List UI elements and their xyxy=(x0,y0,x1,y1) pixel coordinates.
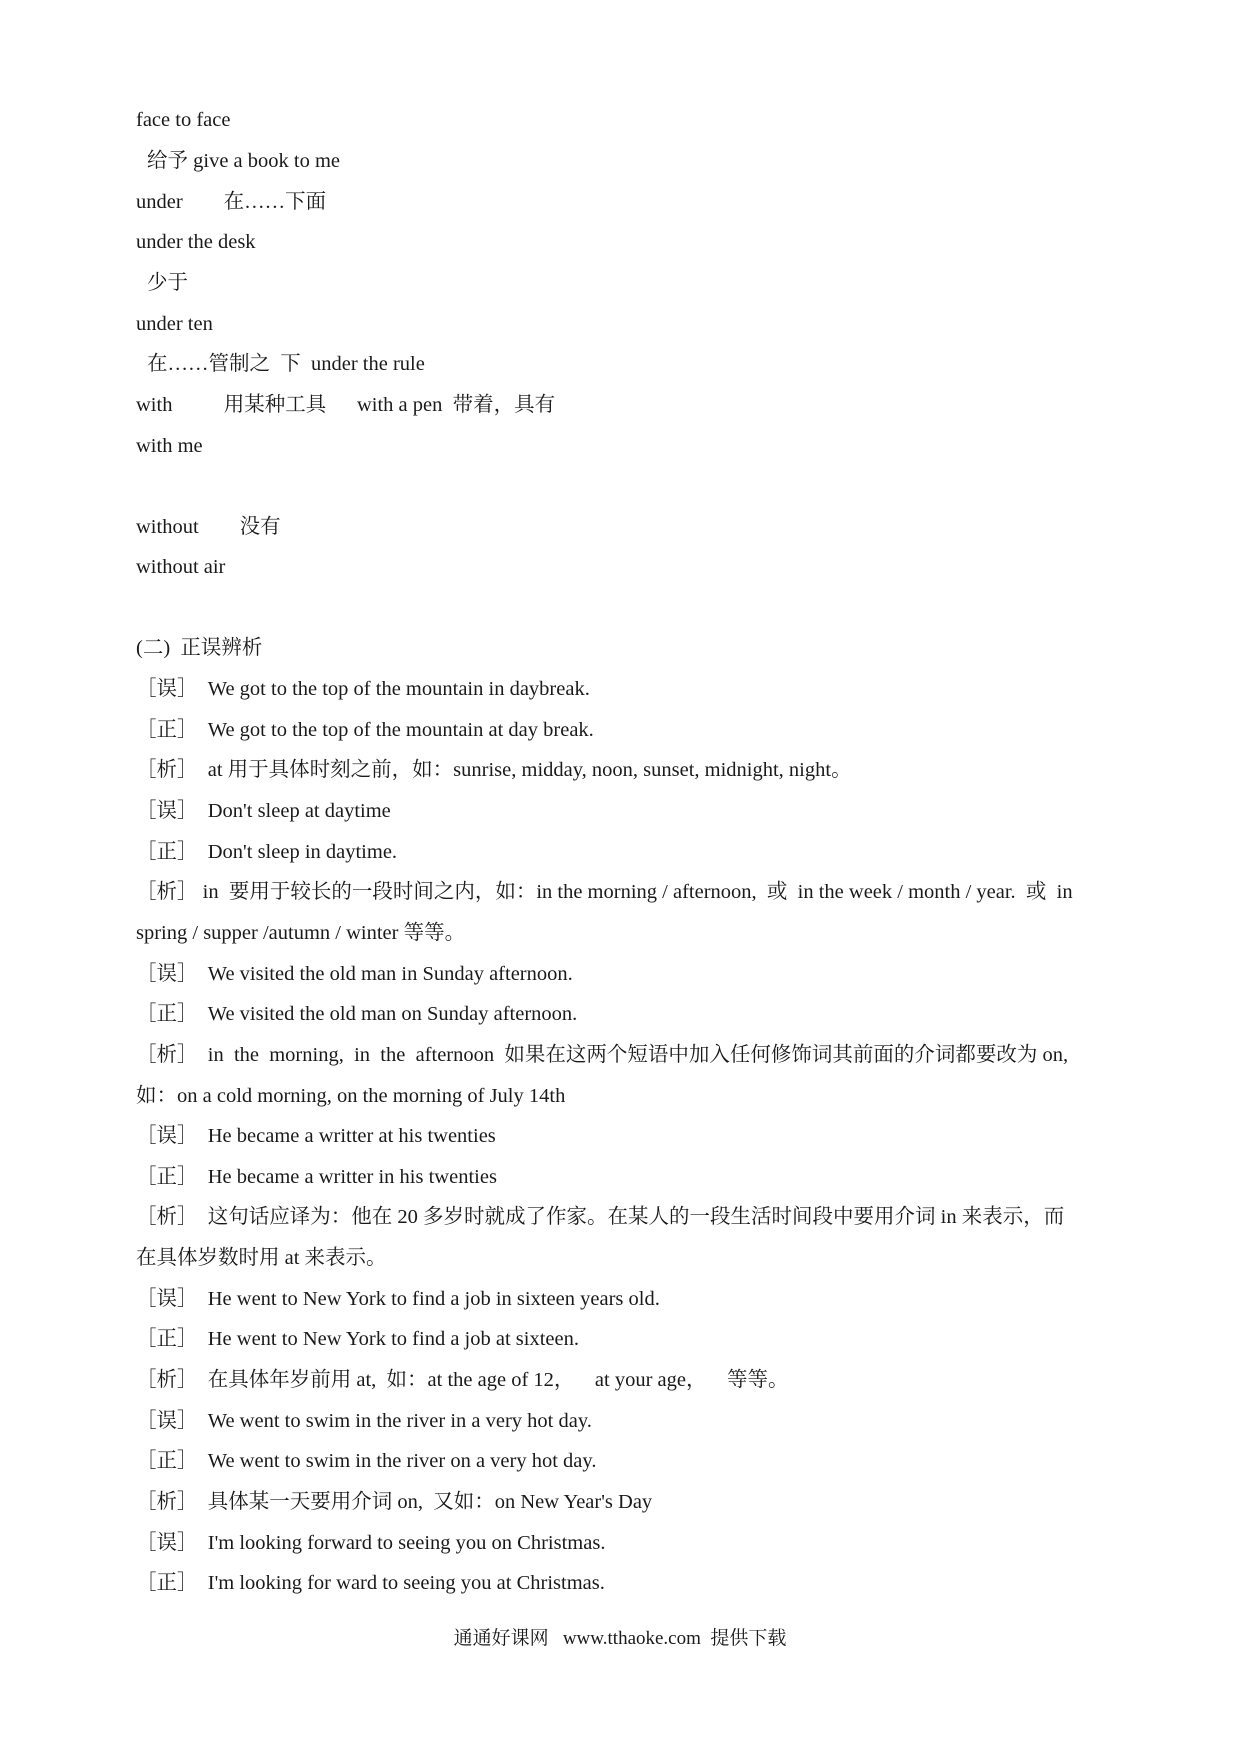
correction-line: ［误］ Don't sleep at daytime xyxy=(136,800,391,822)
correction-line: 在具体岁数时用 at 来表示。 xyxy=(136,1247,387,1269)
correction-line: ［析］ in 要用于较长的一段时间之内，如：in the morning / afternoon, 或 in the week / month / year. 或 in xyxy=(136,881,1073,903)
page-footer: 通通好课网 www.tthaoke.com 提供下载 xyxy=(453,1628,787,1649)
vocab-line: without air xyxy=(136,556,226,578)
correction-line: ［正］ We got to the top of the mountain at day break. xyxy=(136,719,594,741)
correction-line: ［误］ We visited the old man in Sunday afternoon. xyxy=(136,963,573,985)
vocab-line: under 在……下面 xyxy=(136,191,327,213)
correction-line: ［析］ 具体某一天要用介词 on, 又如：on New Year's Day xyxy=(136,1491,653,1513)
correction-line: 如：on a cold morning, on the morning of July 14th xyxy=(136,1085,566,1107)
vocab-line: with 用某种工具 with a pen 带着，具有 xyxy=(136,394,556,416)
correction-line: ［正］ I'm looking for ward to seeing you at Christmas. xyxy=(136,1572,605,1594)
correction-line: ［误］ I'm looking forward to seeing you on Christmas. xyxy=(136,1532,606,1554)
vocab-line: face to face xyxy=(136,109,231,131)
correction-line: ［正］ We visited the old man on Sunday afternoon. xyxy=(136,1003,578,1025)
vocab-line: without 没有 xyxy=(136,516,281,538)
correction-line: ［误］ He went to New York to find a job in sixteen years old. xyxy=(136,1288,660,1310)
correction-line: ［误］ We got to the top of the mountain in daybreak. xyxy=(136,678,590,700)
correction-line: ［正］ He became a writter in his twenties xyxy=(136,1166,497,1188)
correction-line: ［正］ He went to New York to find a job at sixteen. xyxy=(136,1328,579,1350)
vocab-line: under ten xyxy=(136,313,213,335)
section-heading: (二) 正误辨析 xyxy=(136,637,263,659)
correction-line: spring / supper /autumn / winter 等等。 xyxy=(136,922,466,944)
correction-line: ［析］ in the morning, in the afternoon 如果在这两个短语中加入任何修饰词其前面的介词都要改为 on, xyxy=(136,1044,1069,1066)
vocab-line: 给予 give a book to me xyxy=(147,150,341,172)
correction-line: ［误］ He became a writter at his twenties xyxy=(136,1125,496,1147)
correction-line: ［析］ 在具体年岁前用 at, 如：at the age of 12， at your age， 等等。 xyxy=(136,1369,789,1391)
correction-line: ［正］ We went to swim in the river on a very hot day. xyxy=(136,1450,597,1472)
vocab-line: with me xyxy=(136,435,203,457)
correction-line: ［正］ Don't sleep in daytime. xyxy=(136,841,398,863)
vocab-line: under the desk xyxy=(136,231,256,253)
correction-line: ［误］ We went to swim in the river in a very hot day. xyxy=(136,1410,592,1432)
correction-line: ［析］ at 用于具体时刻之前，如：sunrise, midday, noon, sunset, midnight, night。 xyxy=(136,759,852,781)
vocab-line: 在……管制之 下 under the rule xyxy=(147,353,425,375)
correction-line: ［析］ 这句话应译为：他在 20 多岁时就成了作家。在某人的一段生活时间段中要用介词 in 来表示，而 xyxy=(136,1206,1065,1228)
vocab-line: 少于 xyxy=(147,272,188,294)
